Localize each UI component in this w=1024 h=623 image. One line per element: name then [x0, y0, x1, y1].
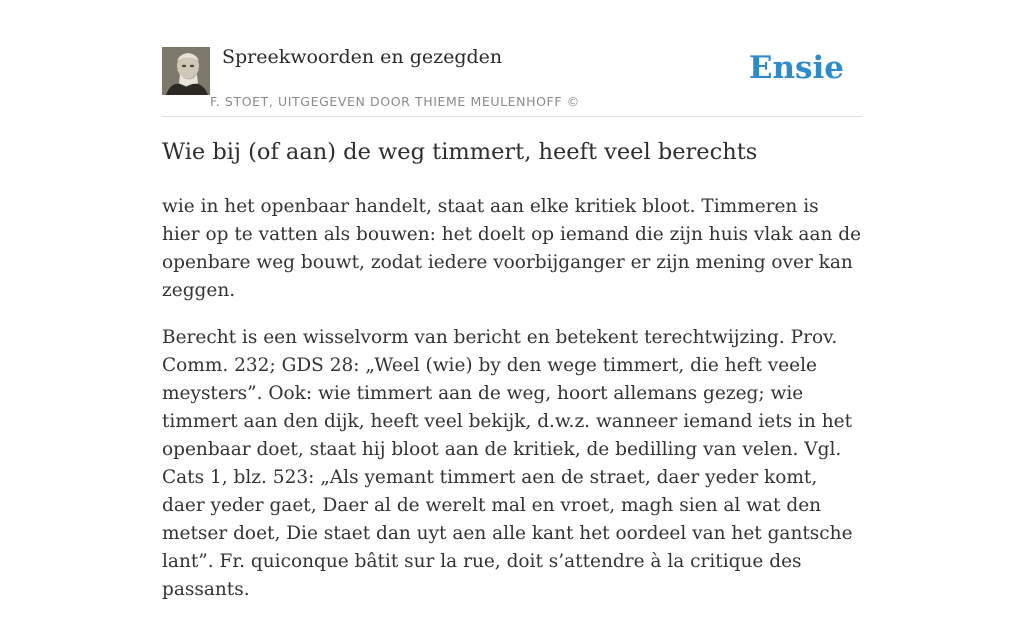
- ensie-logo-link[interactable]: Ensie: [748, 50, 844, 86]
- entry-title: Wie bij (of aan) de weg timmert, heeft veel berechts: [162, 139, 758, 165]
- book-title[interactable]: Spreekwoorden en gezegden: [222, 46, 503, 68]
- entry-paragraph: wie in het openbaar handelt, staat aan elke kritiek bloot. Timmeren is hier op te vatten als bouwen: het doelt op iemand die zijn huis vlak aan de openbare weg bouwt, zodat iedere voorbijganger er zijn mening over kan zeggen.: [162, 196, 862, 301]
- source-header: [162, 44, 862, 117]
- author-portrait-icon: [162, 47, 210, 95]
- publisher-credit: F. STOET, UITGEGEVEN DOOR THIEME MEULENHOFF ©: [210, 94, 580, 109]
- entry-paragraph: Berecht is een wisselvorm van bericht en betekent terechtwijzing. Prov. Comm. 232; GDS 28: „Weel (wie) by den wege timmert, die heft veele meysters”. Ook: wie timmert aan de weg, hoort allemans gezeg; wie timmert aan den dijk, heeft veel bekijk, d.w.z. wanneer iemand iets in het openbaar doet, staat hij bloot aan de kritiek, de bedilling van velen. Vgl. Cats 1, blz. 523: „Als yemant timmert aen de straet, daer yeder komt, daer yeder gaet, Daer al de werelt mal en vroet, magh sien al wat den metser doet, Die staet dan uyt aen alle kant het oordeel van het gantsche lant”. Fr. quiconque bâtit sur la rue, doit s’attendre à la critique des passants.: [162, 327, 853, 600]
- entry-body: [162, 193, 862, 623]
- author-avatar[interactable]: [162, 47, 210, 95]
